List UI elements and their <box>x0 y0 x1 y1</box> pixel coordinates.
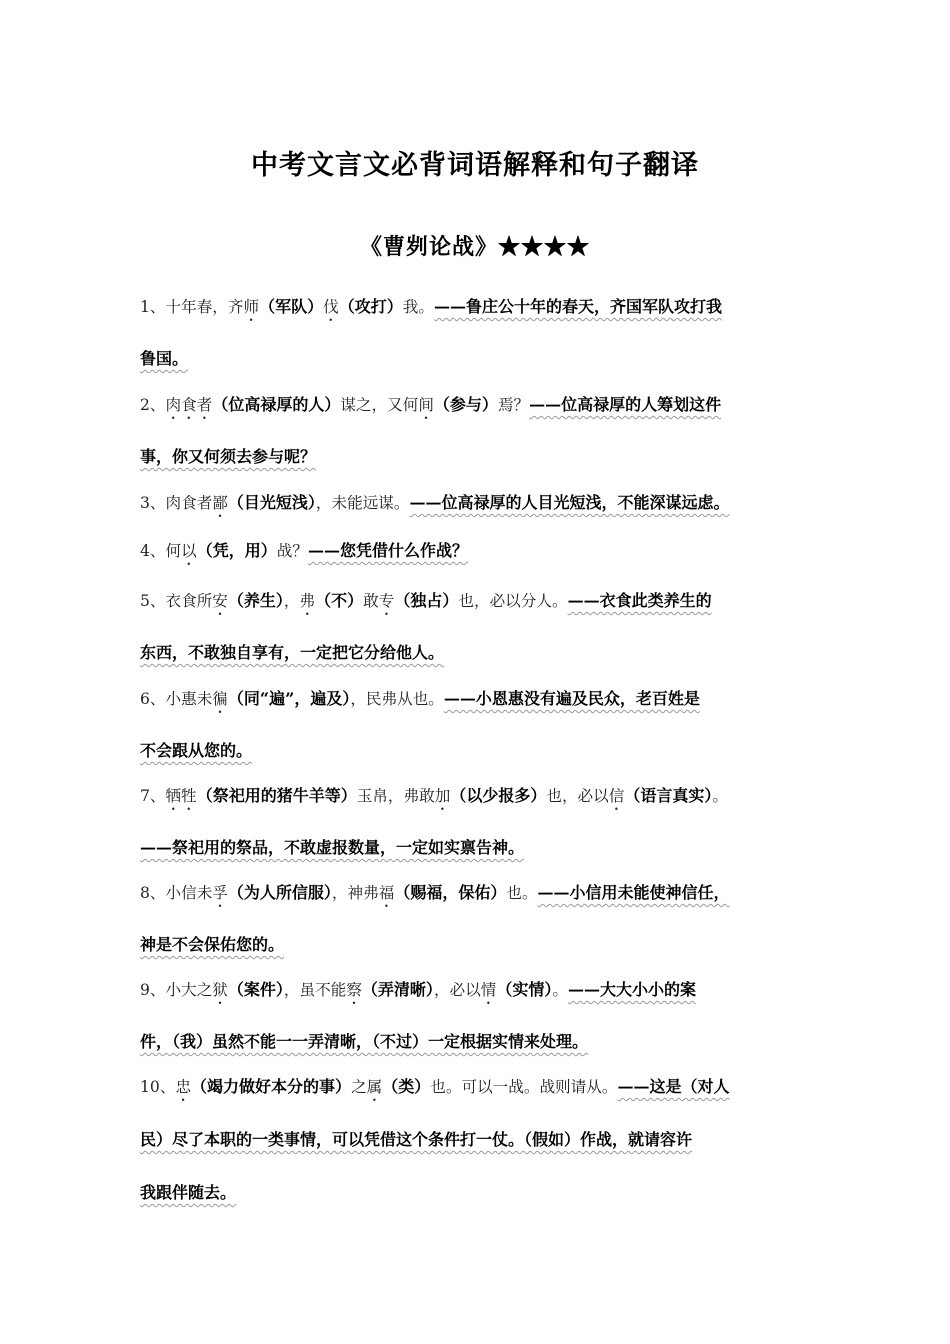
original-text: 10、 <box>140 1078 176 1096</box>
word-explanation: （独占） <box>394 591 459 610</box>
word-explanation: （语言真实） <box>624 786 713 805</box>
key-word: 察 <box>346 981 362 999</box>
key-word: 信 <box>608 787 625 805</box>
translation-text: ——鲁庄公十年的春天，齐国军队攻打我 <box>433 297 722 316</box>
key-word: 福 <box>378 884 395 902</box>
original-text: 也，必以 <box>546 787 609 805</box>
word-explanation: （以少报多） <box>450 786 547 805</box>
item-6-line-1 <box>140 686 830 712</box>
original-text: 。 <box>552 981 568 999</box>
item-7-line-2 <box>140 835 830 861</box>
key-word: 以 <box>181 542 197 560</box>
original-text: 玉帛，弗敢 <box>356 787 435 805</box>
item-10-line-3 <box>140 1180 830 1206</box>
original-text: ，必以 <box>433 981 481 999</box>
translation-text: 鲁国。 <box>140 349 189 368</box>
word-explanation: （军队） <box>259 297 324 316</box>
original-text: 8、小信未 <box>140 884 213 902</box>
translation-text: ——祭祀用的祭品，不敢虚报数量，一定如实禀告神。 <box>140 838 525 857</box>
original-text: 也。可以一战。战则请从。 <box>430 1078 618 1096</box>
section-title: 《曹刿论战》★★★★ <box>359 234 590 260</box>
item-7-line-1 <box>140 783 830 809</box>
item-10-line-1 <box>140 1074 830 1100</box>
key-word: 狱 <box>212 981 228 999</box>
translation-text: ——位高禄厚的人目光短浅，不能深谋远虑。 <box>409 493 730 512</box>
word-explanation: （养生） <box>227 591 284 610</box>
original-text: 1、十年春，齐 <box>140 298 244 316</box>
original-text: ，民弗从也。 <box>350 690 444 708</box>
word-explanation: （凭，用） <box>196 541 277 560</box>
original-text: ，虽不能 <box>283 981 347 999</box>
original-text: 也。 <box>506 884 538 902</box>
original-text: 4、何 <box>140 542 182 560</box>
item-8-line-2 <box>140 932 830 958</box>
original-text: 焉？ <box>497 396 530 414</box>
item-9-line-2 <box>140 1029 830 1055</box>
document-title: 中考文言文必背词语解释和句子翻译 <box>251 150 699 181</box>
key-word: 忠 <box>175 1078 192 1096</box>
item-4-line-1 <box>140 538 830 564</box>
translation-text: ——衣食此类养生的 <box>567 591 712 610</box>
original-text: ， <box>283 592 300 610</box>
translation-text: 民）尽了本职的一类事情，可以凭借这个条件打一仗。（假如）作战，就请容许 <box>140 1130 693 1149</box>
key-word: 间 <box>418 396 434 414</box>
key-word: 师 <box>243 298 260 316</box>
original-text: 9、小大之 <box>140 981 213 999</box>
item-5-line-2 <box>140 640 830 666</box>
translation-text: 不会跟从您的。 <box>140 741 253 760</box>
translation-text: ——位高禄厚的人筹划这件 <box>529 395 722 414</box>
key-word: 孚 <box>212 884 228 902</box>
word-explanation: （弄清晰） <box>361 980 434 999</box>
item-9-line-1 <box>140 977 830 1003</box>
original-text: 敢 <box>363 592 379 610</box>
translation-text: ——小恩惠没有遍及民众，老百姓是 <box>443 689 700 708</box>
key-word: 伐 <box>323 298 339 316</box>
translation-text: 神是不会保佑您的。 <box>140 935 285 954</box>
word-explanation: （竭力做好本分的事） <box>191 1077 352 1096</box>
word-explanation: （攻打） <box>338 297 403 316</box>
translation-text: 东西，不敢独自享有，一定把它分给他人。 <box>140 643 445 662</box>
key-word: 加 <box>434 787 451 805</box>
original-text: 我。 <box>402 298 434 316</box>
translation-text: ——大大小小的案 <box>567 980 696 999</box>
key-word: 鄙 <box>212 494 228 512</box>
word-explanation: （案件） <box>227 980 284 999</box>
item-1-line-2 <box>140 346 830 372</box>
word-explanation: （不） <box>315 591 364 610</box>
key-word: 情 <box>480 981 497 999</box>
item-2-line-1 <box>140 392 830 418</box>
item-3-line-1 <box>140 490 830 516</box>
word-explanation: （目光短浅） <box>227 493 316 512</box>
word-explanation: （祭祀用的猪牛羊等） <box>196 786 357 805</box>
original-text: 2、 <box>140 396 166 414</box>
original-text: 之 <box>351 1078 367 1096</box>
original-text: 7、 <box>140 787 166 805</box>
word-explanation: （位高禄厚的人） <box>212 395 341 414</box>
item-5-line-1 <box>140 588 830 614</box>
word-explanation: （为人所信服） <box>227 883 332 902</box>
key-word: 安 <box>212 592 228 610</box>
key-word: 牺牲 <box>165 787 197 805</box>
key-word: 肉食者 <box>165 396 213 414</box>
translation-text: 我跟伴随去。 <box>140 1183 237 1202</box>
item-2-line-2 <box>140 444 830 470</box>
key-word: 属 <box>366 1078 383 1096</box>
word-explanation: （实情） <box>496 980 553 999</box>
item-1-line-1 <box>140 294 830 320</box>
word-explanation: （同“遍”，遍及） <box>227 689 351 708</box>
key-word: 弗 <box>299 592 316 610</box>
key-word: 徧 <box>212 690 228 708</box>
translation-text: 事，你又何须去参与呢？ <box>140 447 317 466</box>
original-text: 5、衣食所 <box>140 592 213 610</box>
original-text: ，未能远谋。 <box>315 494 410 512</box>
item-10-line-2 <box>140 1127 830 1153</box>
word-explanation: （赐福，保佑） <box>394 883 507 902</box>
key-word: 专 <box>378 592 395 610</box>
word-explanation: （参与） <box>433 395 498 414</box>
translation-text: ——小信用未能使神信任， <box>537 883 730 902</box>
original-text: 战？ <box>276 542 308 560</box>
translation-text: ——这是（对人 <box>617 1077 730 1096</box>
translation-text: ——您凭借什么作战？ <box>307 541 468 560</box>
original-text: 谋之，又何 <box>340 396 419 414</box>
item-6-line-2 <box>140 738 830 764</box>
word-explanation: （类） <box>382 1077 431 1096</box>
translation-text: 件，（我）虽然不能一一弄清晰，（不过）一定根据实情来处理。 <box>140 1032 589 1051</box>
original-text: 。 <box>712 787 728 805</box>
original-text: ，神弗 <box>331 884 379 902</box>
original-text: 也，必以分人。 <box>458 592 568 610</box>
original-text: 6、小惠未 <box>140 690 213 708</box>
item-8-line-1 <box>140 880 830 906</box>
original-text: 3、肉食者 <box>140 494 213 512</box>
